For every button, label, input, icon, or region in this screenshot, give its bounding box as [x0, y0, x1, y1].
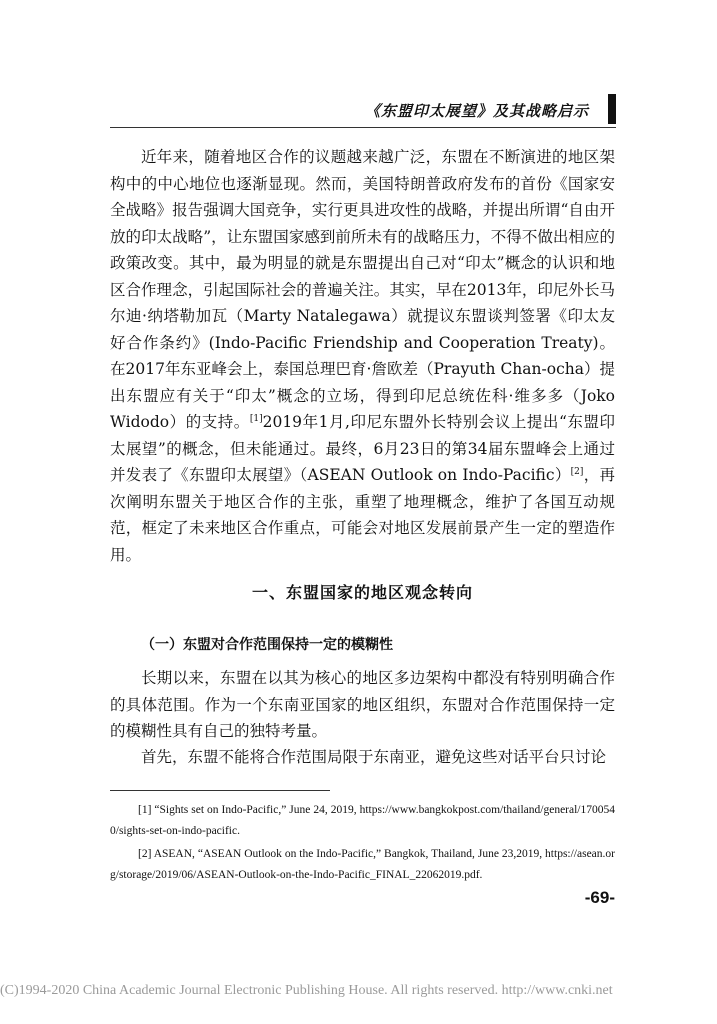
paragraph-text: 2019年1月,印尼东盟外长特别会议上提出“东盟印太展望”的概念，但未能通过。最终，6月23日的第34届东盟峰会上通过并发表了《东盟印太展望》（ASEAN Outlook on Indo-Pacific）: [110, 413, 615, 484]
header-bar: [608, 94, 616, 124]
copyright-watermark: (C)1994-2020 China Academic Journal Electronic Publishing House. All rights reserved. http://www.cnki.net: [0, 983, 613, 998]
body-paragraph-1: [110, 144, 615, 568]
page-number: -69-: [584, 888, 615, 907]
body-paragraph-3: 首先，东盟不能将合作范围局限于东南亚，避免这些对话平台只讨论: [141, 748, 607, 766]
body-paragraph-2: 长期以来，东盟在以其为核心的地区多边架构中都没有特别明确合作的具体范围。作为一个东南亚国家的地区组织，东盟对合作范围保持一定的模糊性具有自己的独特考量。: [110, 669, 615, 740]
footnote-1: [1] “Sights set on Indo-Pacific,” June 24, 2019, https://www.bangkokpost.com/thailand/general/1700540/sights-set-on-indo-pacific.: [110, 804, 615, 837]
footnote-2: [2] ASEAN, “ASEAN Outlook on the Indo-Pacific,” Bangkok, Thailand, June 23,2019, https://asean.org/storage/2019/06/ASEAN-Outlook-on-the-Indo-Pacific_FINAL_22062019.pdf.: [110, 848, 615, 881]
footnote-ref-2[interactable]: [2]: [570, 467, 584, 477]
footnote-rule: [110, 790, 330, 791]
header-rule: [110, 127, 616, 128]
paragraph-text: 近年来，随着地区合作的议题越来越广泛，东盟在不断演进的地区架构中的中心地位也逐渐显现。然而，美国特朗普政府发布的首份《国家安全战略》报告强调大国竞争，实行更具进攻性的战略，并提出所谓“自由开放的印太战略”，让东盟国家感到前所未有的战略压力，不得不做出相应的政策改变。其中，最为明显的就是东盟提出自己对“印太”概念的认识和地区合作理念，引起国际社会的普遍关注。其实，早在2013年，印尼外长马尔迪·纳塔勒加瓦（Marty Natalegawa）就提议东盟谈判签署《印太友好合作条约》(Indo-Pacific Friendship and Cooperation Treaty)。在2017年东亚峰会上，泰国总理巴育·詹欧差（Prayuth Chan-ocha）提出东盟应有关于“印太”概念的立场，得到印尼总统佐科·维多多（Joko Widodo）的支持。: [110, 148, 615, 431]
footnote-ref-1[interactable]: [1]: [249, 414, 263, 424]
running-header-title: 《东盟印太展望》及其战略启示: [365, 102, 590, 120]
section-heading: 一、东盟国家的地区观念转向: [251, 583, 473, 602]
paragraph-text: ，再次阐明东盟关于地区合作的主张，重塑了地理概念，维护了各国互动规范，框定了未来地区合作重点，可能会对地区发展前景产生一定的塑造作用。: [110, 466, 615, 564]
subsection-heading: （一）东盟对合作范围保持一定的模糊性: [141, 637, 393, 653]
